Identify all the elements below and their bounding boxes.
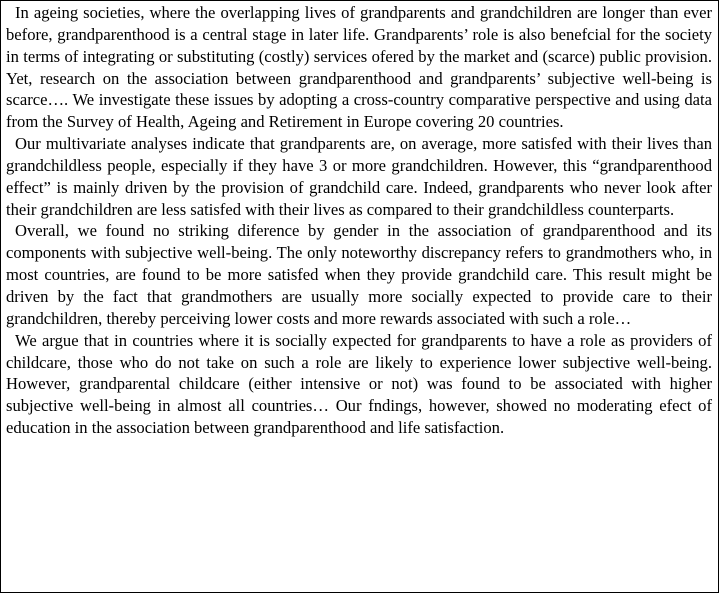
paragraph-2: Our multivariate analyses indicate that grandparents are, on average, more satisfed with their lives than grandchildless people, especially if they have 3 or more grandchildren. However, this “grandparenthood effect” is mainly driven by the provision of grandchild care. Indeed, grandparents who never look after their grandchildren are less satisfed with their lives as compared to their grandchildless counterparts. (6, 134, 712, 219)
paragraph-1: In ageing societies, where the overlapping lives of grandparents and grandchildren are longer than ever before, grandparenthood is a central stage in later life. Grandparents’ role is also benefcial for the society in terms of integrating or substituting (costly) services ofered by the market and (scarce) public provision. Yet, research on the association between grandparenthood and grandparents’ subjective well-being is scarce…. We investigate these issues by adopting a cross-country comparative perspective and using data from the Survey of Health, Ageing and Retirement in Europe covering 20 countries. (6, 3, 712, 132)
paragraph-3: Overall, we found no striking diference by gender in the association of grandparenthood and its components with subjective well-being. The only noteworthy discrepancy refers to grandmothers who, in most countries, are found to be more satisfed when they provide grandchild care. This result might be driven by the fact that grandmothers are usually more socially expected to provide care to their grandchildren, thereby perceiving lower costs and more rewards associated with such a role… (6, 221, 712, 328)
paragraph-4: We argue that in countries where it is socially expected for grandparents to have a role as providers of childcare, those who do not take on such a role are likely to experience lower subjective well-being. However, grandparental childcare (either intensive or not) was found to be associated with higher subjective well-being in almost all countries… Our fndings, however, showed no moderating efect of education in the association between grandparenthood and life satisfaction. (6, 330, 712, 438)
document-body (6, 2, 712, 439)
